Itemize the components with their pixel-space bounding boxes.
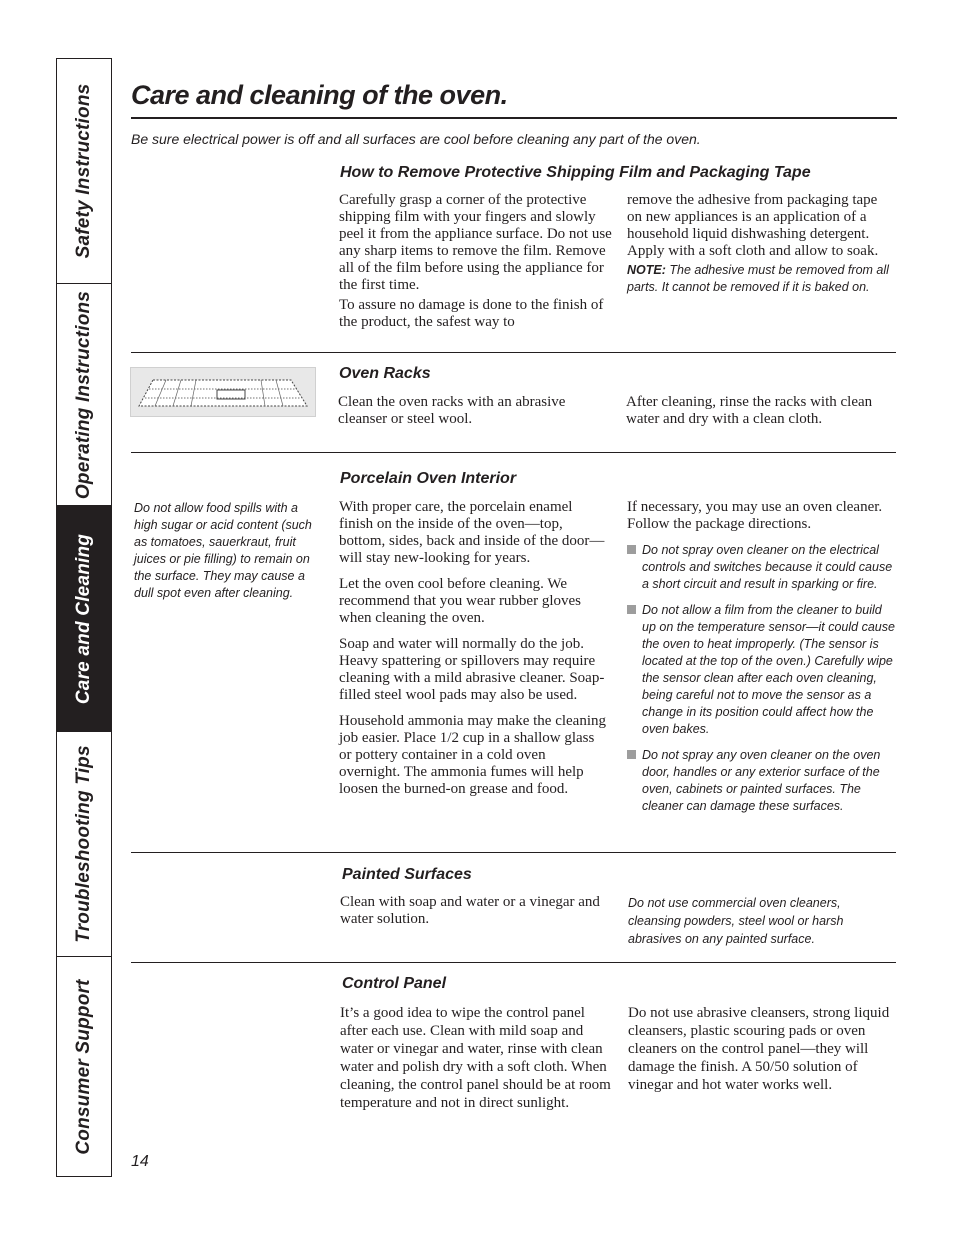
tab-care-and-cleaning[interactable] <box>57 506 111 732</box>
porcelain-right-column <box>627 499 897 824</box>
porcelain-left-column <box>339 499 607 807</box>
painted-paragraph: Clean with soap and water or a vinegar and water solution. <box>340 894 600 927</box>
section-divider <box>131 352 896 353</box>
tab-label: Operating Instructions <box>73 290 94 499</box>
painted-left-column <box>340 894 612 937</box>
shipping-paragraph: remove the adhesive from packaging tape on new appliances is an application of a household liquid dishwashing detergent. Apply with a soft cloth and allow to soak. <box>627 192 879 259</box>
square-bullet-icon <box>627 605 636 614</box>
intro-text: Be sure electrical power is off and all surfaces are cool before cleaning any part of the oven. <box>131 131 701 147</box>
tab-label: Care and Cleaning <box>73 533 94 704</box>
tab-safety-instructions[interactable] <box>57 59 111 284</box>
porcelain-paragraph: With proper care, the porcelain enamel finish on the inside of the oven—top, bottom, sides, back and inside of the door—will stay new-looking for years. <box>339 499 605 566</box>
porcelain-paragraph: If necessary, you may use an oven cleaner. Follow the package directions. <box>627 499 883 532</box>
control-left-column <box>340 1004 612 1121</box>
bullet-text: Do not spray any oven cleaner on the oven door, handles or any exterior surface of the oven, cabinets or painted surfaces. The cleaner can damage these surfaces. <box>642 748 881 813</box>
control-paragraph: It’s a good idea to wipe the control panel after each use. Clean with mild soap and water or vinegar and water, rinse with clean water and polish dry with a soft cloth. When cleaning, the control panel should be at room temperature and not in direct sunlight. <box>340 1005 611 1111</box>
racks-paragraph: After cleaning, rinse the racks with clean water and dry with a clean cloth. <box>626 394 873 427</box>
porcelain-side-note: Do not allow food spills with a high sugar or acid content (such as tomatoes, sauerkraut, fruit juices or pie filling) to remain on the surface. They may cause a dull spot even after cleaning. <box>134 501 312 600</box>
oven-rack-illustration <box>130 367 316 417</box>
square-bullet-icon <box>627 545 636 554</box>
painted-note: Do not use commercial oven cleaners, cleansing powders, steel wool or harsh abrasives on any painted surface. <box>628 896 844 946</box>
racks-paragraph: Clean the oven racks with an abrasive cleanser or steel wool. <box>338 394 566 427</box>
shipping-left-column <box>339 192 614 340</box>
tab-troubleshooting-tips[interactable] <box>57 732 111 957</box>
section-divider <box>131 452 896 453</box>
square-bullet-icon <box>627 750 636 759</box>
painted-surfaces-heading: Painted Surfaces <box>342 866 472 883</box>
oven-racks-heading: Oven Racks <box>339 365 431 382</box>
warning-bullet <box>627 602 897 738</box>
tab-operating-instructions[interactable] <box>57 284 111 506</box>
bullet-text: Do not spray oven cleaner on the electrical controls and switches because it could cause a short circuit and result in sparking or fire. <box>642 543 893 591</box>
tab-label: Safety Instructions <box>73 83 94 259</box>
section-divider <box>131 852 896 853</box>
tab-consumer-support[interactable] <box>57 957 111 1176</box>
warning-bullet <box>627 542 897 593</box>
porcelain-paragraph: Let the oven cool before cleaning. We recommend that you wear rubber gloves when cleaning the oven. <box>339 576 581 626</box>
warning-bullet <box>627 747 897 815</box>
oven-rack-icon <box>131 368 315 416</box>
page-title: Care and cleaning of the oven. <box>131 80 508 110</box>
shipping-paragraph: Carefully grasp a corner of the protective shipping film with your fingers and slowly peel it from the appliance surface. Do not use any sharp items to remove the film. Remove all of the film before using the appliance for the first time. <box>339 192 612 293</box>
tab-label: Troubleshooting Tips <box>73 745 94 943</box>
section-divider <box>131 962 896 963</box>
racks-right-column <box>626 394 896 437</box>
note-label: NOTE: <box>627 263 666 277</box>
porcelain-heading: Porcelain Oven Interior <box>340 470 517 487</box>
racks-left-column <box>338 394 608 437</box>
section-tab-bar <box>56 58 112 1177</box>
tab-label: Consumer Support <box>73 978 94 1155</box>
porcelain-paragraph: Soap and water will normally do the job. Heavy spattering or spillovers may require cleaning with a mild abrasive cleaner. Soap-filled steel wool pads may also be used. <box>339 636 605 703</box>
shipping-paragraph: To assure no damage is done to the finish of the product, the safest way to <box>339 297 604 330</box>
title-divider <box>131 117 897 119</box>
shipping-right-column <box>627 192 895 296</box>
control-right-column <box>628 1004 898 1103</box>
shipping-note <box>627 262 895 296</box>
control-paragraph: Do not use abrasive cleansers, strong liquid cleansers, plastic scouring pads or oven cleaners on the control panel—they will damage the finish. A 50/50 solution of vinegar and hot water works well. <box>628 1005 890 1093</box>
note-text: The adhesive must be removed from all parts. It cannot be removed if it is baked on. <box>627 263 889 294</box>
control-panel-heading: Control Panel <box>342 975 447 992</box>
page-number: 14 <box>131 1153 149 1170</box>
shipping-heading: How to Remove Protective Shipping Film and Packaging Tape <box>340 164 811 181</box>
bullet-text: Do not allow a film from the cleaner to build up on the temperature sensor—it could cause the oven to heat improperly. (The sensor is located at the top of the oven.) Carefully wipe the sensor clean after each oven cleaning, being careful not to move the sensor as a change in its position could affect how the oven bakes. <box>642 603 895 736</box>
porcelain-paragraph: Household ammonia may make the cleaning job easier. Place 1/2 cup in a shallow glass or pottery container in a cold oven overnight. The ammonia fumes will help loosen the burned-on grease and food. <box>339 713 607 797</box>
